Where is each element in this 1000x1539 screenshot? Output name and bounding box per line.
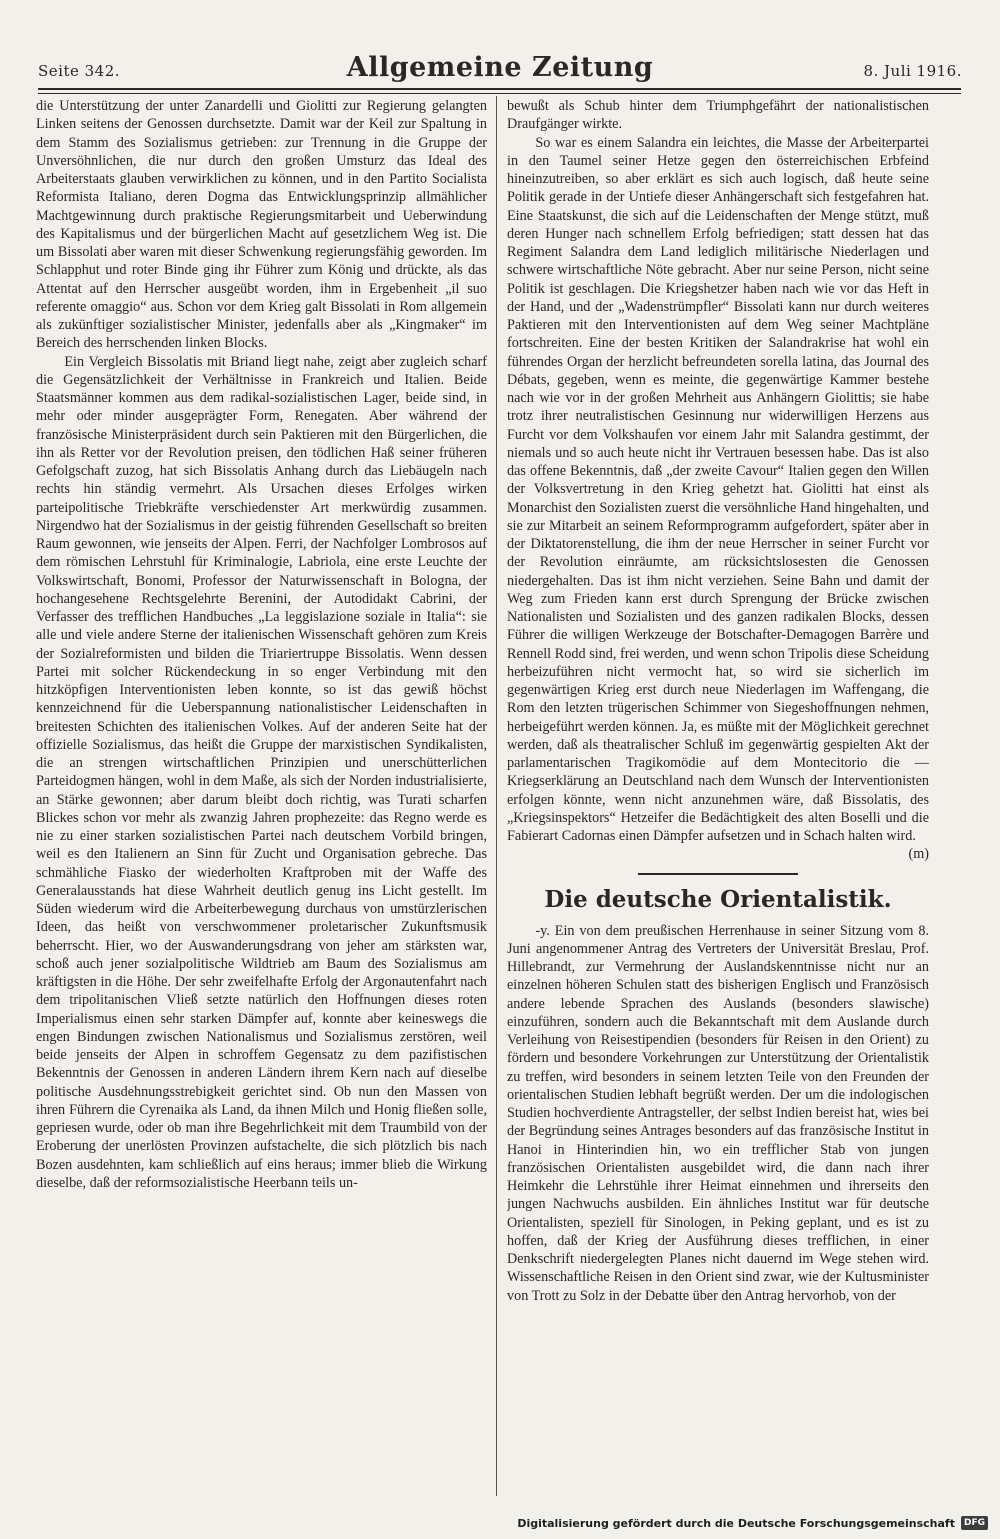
- column-divider: [496, 96, 497, 1496]
- paragraph: -y. Ein von dem preußischen Herrenhause in seiner Sitzung vom 8. Juni angenommener Antrag des Vertreters der Universität Breslau, Prof. Hillebrandt, zur Vermehrung der Auslandskenntnisse nicht nur an einzelnen höheren Schulen statt des bisherigen Englisch und Französisch andere lebende Sprachen des Auslands (besonders slawische) einzuführen, sondern auch die Bekanntschaft mit dem Auslande durch Verleihung von Reisestipendien (besonders für Reisen in den Orient) zu fördern und besondere Vorkehrungen zur Unterstützung der Orientalistik zu treffen, wird besonders in seinem letzten Teile von den Freunden der orientalischen Studien lebhaft begrüßt werden. Der um die indologischen Studien hochverdiente Antragsteller, der selbst Indien bereist hat, wies bei der Begründung seines Antrages besonders auf das französische Institut in Hanoi in Hinterindien hin, wo ein trefflicher Stab von jungen französischen Orientalisten ausgebildet wird, die dann nach ihrer Heimkehr die Lehrstühle ihrer Heimat einnehmen und ihrerseits den jungen Nachwuchs ausbilden. Ein ähnliches Institut war für deutsche Orientalisten, speziell für Sinologen, in Peking geplant, und es ist zu hoffen, daß der Krieg der Ausführung dieses trefflichen, in einer Denkschrift niedergelegten Planes nicht dauernd im Wege stehen wird. Wissenschaftliche Reisen in den Orient sind zwar, wie der Kultusminister von Trott zu Solz in der Debatte über den Antrag hervorhob, von der: [507, 922, 929, 1304]
- dfg-logo: DFG: [961, 1516, 988, 1530]
- footer-credit: Digitalisierung gefördert durch die Deutsche Forschungsgemeinschaft: [517, 1516, 955, 1530]
- left-column: [36, 97, 487, 1497]
- masthead-title: Allgemeine Zeitung: [346, 52, 654, 83]
- signature-text: (m): [908, 846, 929, 863]
- header-rule: [38, 88, 961, 94]
- author-signature: [507, 845, 929, 863]
- paragraph: die Unterstützung der unter Zanardelli und Giolitti zur Regierung gelangten Linken seitens der Genossen durchsetzte. Damit war der Keil zur Spaltung in dem Stamm des Sozialismus getrieben: zur Trennung in die Gruppe der Unversöhnlichen, die nur durch den großen Umsturz das Ideal des Arbeiterstaats glauben verwirklichen zu können, und in den Partito Socialista Reformista Italiano, deren Dogma das Entwicklungsprinzip allmählicher Machtgewinnung durch praktische Regierungsmitarbeit und Ueberwindung des Kapitalismus und der bürgerlichen Macht auf gesetzlichem Weg ist. Die um Bissolati aber waren mit dieser Schwenkung regierungsfähig geworden. Im Schlapphut und roter Binde ging ihr Führer zum König und drückte, als das Attentat auf den Herrscher ausgeübt worden, ihm in Ergebenheit „il suo referente omaggio“ aus. Schon vor dem Krieg galt Bissolati in Rom allgemein als zukünftiger sozialistischer Minister, jedenfalls aber als „Kingmaker“ im Bereich des herrschenden linken Blocks.: [36, 98, 487, 352]
- page-number: Seite 342.: [38, 62, 121, 80]
- paragraph: bewußt als Schub hinter dem Triumphgefährt der nationalistischen Draufgänger wirkte.: [507, 98, 929, 133]
- right-column: [507, 97, 929, 1497]
- page-header: [38, 52, 962, 92]
- issue-date: 8. Juli 1916.: [863, 62, 962, 80]
- paragraph: Ein Vergleich Bissolatis mit Briand liegt nahe, zeigt aber zugleich scharf die Gegensätzlichkeit der Verhältnisse in Frankreich und Italien. Beide Staatsmänner kommen aus dem radikal-sozialistischen Lager, beide sind, in mehr oder minder ausgeprägter Form, Renegaten. Aber während der französische Ministerpräsident durch sein Paktieren mit den Bürgerlichen, die ihn als Retter vor der Revolution preisen, den tödlichen Haß seiner früheren Gefolgschaft zuzog, hat sich Bissolatis Anhang durch das Liebäugeln nach rechts hin ständig vermehrt. Als Ursachen dieses Erfolges wirken parteipolitische Triebkräfte verschiedenster Art merkwürdig zusammen. Nirgendwo hat der Sozialismus in der geistig führenden Gesellschaft so breiten Raum gewonnen, wie jenseits der Alpen. Ferri, der Nachfolger Lombrosos auf dem römischen Lehrstuhl für Kriminalogie, Labriola, eine erste Leuchte der Volkswirtschaft, Bonomi, Professor der Naturwissenschaft in Bologna, der hochangesehene Rechtsgelehrte Berenini, der Autodidakt Cabrini, der Verfasser des trefflichen Handbuches „La leggislazione soziale in Italia“: sie alle und viele andere Sterne der italienischen Wissenschaft gehören zum Kreis der Sozialreformisten und bilden die Triariertruppe Bissolatis. Wenn dessen Partei mit solcher Rückendeckung in so enger Verbindung mit den hitzköpfigen Interventionisten leben konnte, so ist das gewiß höchst kennzeichnend für die Ueberspannung nationalistischer Leidenschaften in breitesten Schichten des italienischen Volkes. Auf der anderen Seite hat der offizielle Sozialismus, das heißt die Gruppe der marxistischen Syndikalisten, die an strengen wirtschaftlichen Prinzipien und unerschütterlichen Parteidogmen hängen, wohl in dem Maße, als sich der Norden industrialisierte, an Stärke gewonnen; aber darum bleibt doch richtig, was Turati scharfen Blickes schon vor mehr als zwanzig Jahren prophezeite: das Regno werde es nie zu einer starken sozialistischen Partei nach deutschem Vorbild bringen, weil es den Italienern an Sinn für Zucht und Organisation gebreche. Das schmähliche Fiasko der wiederholten Kraftproben mit der Waffe des Generalausstands hat diese Wahrheit deutlich genug ins Licht gestellt. Im Süden wiederum wird die Arbeiterbewegung durchaus von umstürzlerischen Ideen, das heißt von verschwommener proletarischer Zukunftsmusik beherrscht. Hier, wo der Auswanderungsdrang von jeher am stärksten war, schoß auch jener sozialpolitische Wildtrieb am Baum des Sozialismus am kräftigsten in die Höhe. Der sehr zweifelhafte Erfolg der Argonautenfahrt nach dem tripolitanischen Vließ setzte natürlich den Hoffnungen dieses roten Imperialismus einen sehr starken Dämpfer auf, konnte aber keineswegs die engen Bindungen zwischen Nationalismus und Sozialismus zerstören, weil beide jenseits der Alpen in schroffem Gegensatz zu dem pazifistischen Bekenntnis der Genossen in anderen Ländern ihrem Kern nach auf dieselbe politische Ausdehnungsstrebigkeit gerichtet sind. Ob nun den Massen von ihren Führern die Cyrenaika als Land, da ihnen Milch und Honig fließen solle, gepriesen wurde, oder ob man ihre Begehrlichkeit mit dem Traumbild von der Eroberung der unerlösten Provinzen aufstachelte, die sich plötzlich bis nach Bozen ausdehnten, kam schließlich auf eins heraus; immer blieb die Wirkung dieselbe, daß der reformsozialistische Heerbann teils un-: [36, 353, 487, 1191]
- article-separator: [638, 873, 798, 875]
- article-title: Die deutsche Orientalistik.: [544, 885, 892, 913]
- paragraph: So war es einem Salandra ein leichtes, die Masse der Arbeiterpartei in den Taumel seiner Hetze gegen den österreichischen Erbfeind hineinzutreiben, so aber erklärt es sich auch logisch, daß heute seine Politik gerade in der Untiefe dieser Anhängerschaft sich festgefahren hat. Eine Staatskunst, die sich auf die Leidenschaften der Menge stützt, muß deren Hunger nach schnellem Erfolg befriedigen; statt dessen hat das Regiment Salandra dem Land lediglich militärische Niederlagen und schwere wirtschaftliche Nöte gebracht. Aber nur seine Person, nicht seine Politik ist geschlagen. Die Kriegshetzer haben nach wie vor das Heft in der Hand, und der „Wadenstrümpfler“ Bissolati kann nur durch weiteres Paktieren mit den Interventionisten auf dem Weg seiner Machtpläne fortschreiten. Eine der besten Kritiken der Salandrakrise hat wohl ein führendes Organ der herzlicht befreundeten sorella latina, das Journal des Débats, gegeben, wenn es meinte, die gegenwärtige Kammer bestehe nach wie vor in der großen Mehrheit aus Anhängern Giolittis; sie habe trotz ihrer neutralistischen Gesinnung nur widerwilligen Herzens aus Furcht vor dem Volkshaufen vor einem Jahr mit Salandra gestimmt, der niemals und so auch heute nicht ihr Vertrauen besessen habe. Das ist also das offene Bekenntnis, daß „der zweite Cavour“ Italien gegen den Willen der Volksvertretung in den Krieg gehetzt hat. Giolitti hat einst als Monarchist den Sozialisten zuerst die versöhnliche Hand hingehalten, und sie zur Mitarbeit an seinem Reformprogramm aufgefordert, später aber in der Diktatorenstellung, die ihm der neue Herrscher in seiner Furcht vor der Revolution einräumte, am rücksichtslosesten die Genossen niedergehalten. Das ist ihm nicht verziehen. Seine Bahn und damit der Weg zum Frieden kann erst durch Sprengung der Brücke zwischen Nationalisten und Sozialisten und des ganzen radikalen Blocks, dessen Führer die willigen Werkzeuge der Botschafter-Demagogen Barrère und Rennell Rodd sind, frei werden, und wenn schon Tripolis diese Scheidung herbeizuführen nicht vermocht hat, so wird sie sicherlich im gegenwärtigen Krieg erst durch neue Niederlagen im Waffengang, die Rom den letzten trügerischen Schimmer von Siegeshoffnungen nehmen, herbeigeführt werden können. Ja, es müßte mit der Möglichkeit gerechnet werden, daß als theatralischer Schluß im gegenwärtig gespielten Akt der parlamentarischen Tragikomödie auf dem Montecitorio die — Kriegserklärung an Deutschland nach dem Wunsch der Interventionisten erfolgen könnte, wenn nicht anzunehmen wäre, daß Bissolatis, des „Kriegsinspektors“ Hetzeifer die Bedächtigkeit des alten Boselli und die Fabierart Cadornas einen Dämpfer aufsetzen und in Schach halten wird.: [507, 134, 929, 844]
- digitization-footer: [517, 1513, 988, 1533]
